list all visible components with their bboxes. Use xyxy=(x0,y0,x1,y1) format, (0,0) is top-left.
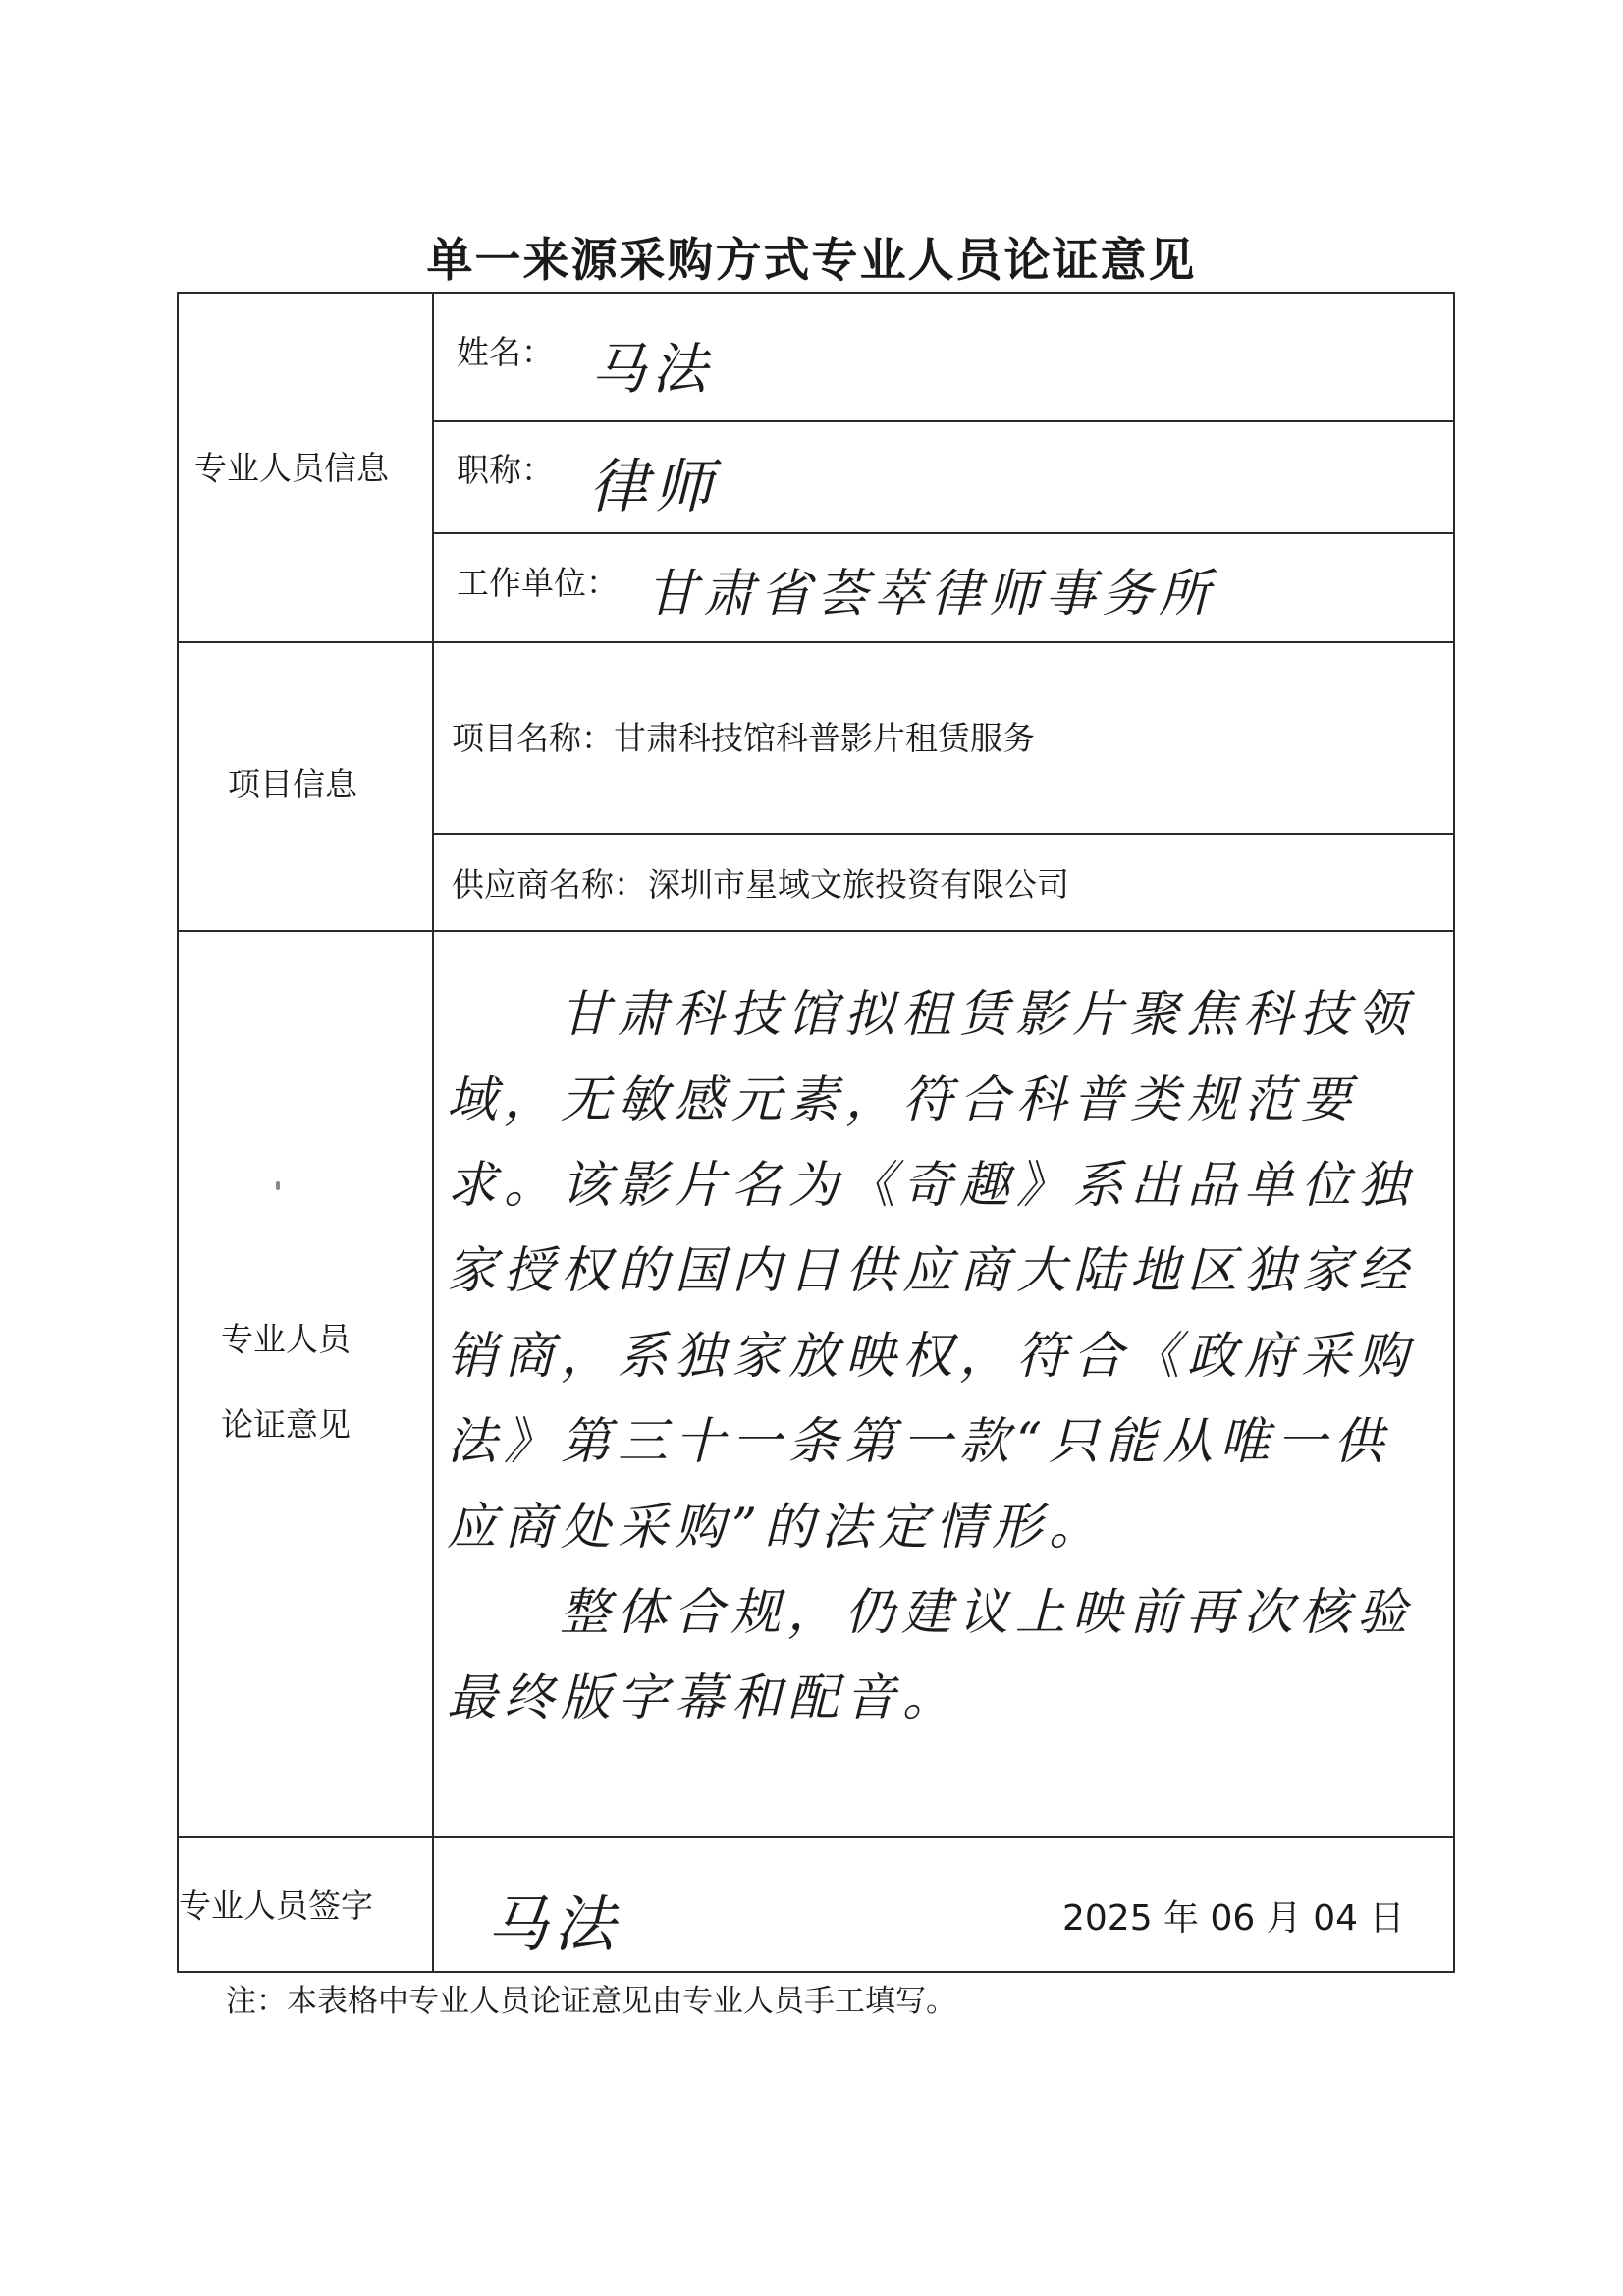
inner-row-divider xyxy=(432,833,1455,835)
opinion-label-line2: 论证意见 xyxy=(221,1405,351,1444)
name-value-handwritten: 马法 xyxy=(591,338,713,402)
row-divider xyxy=(177,1836,1455,1838)
inner-row-divider xyxy=(432,532,1455,534)
supplier-name-value: 深圳市星域文旅投资有限公司 xyxy=(648,865,1069,903)
job-title-label: 职称： xyxy=(457,451,554,489)
column-divider xyxy=(432,292,434,1973)
project-name-value: 甘肃科技馆科普影片租赁服务 xyxy=(614,719,1035,757)
opinion-paragraph-2: 整体合规，仍建议上映前再次核验最终版字幕和配音。 xyxy=(447,1584,1415,1727)
table-border-right xyxy=(1453,292,1455,1973)
table-border-top xyxy=(177,292,1455,294)
name-label: 姓名： xyxy=(457,333,554,371)
project-name-label: 项目名称： xyxy=(452,719,614,757)
project-info-label: 项目信息 xyxy=(228,765,357,803)
opinion-paragraph-1: 甘肃科技馆拟租赁影片聚焦科技领域，无敏感元素，符合科普类规范要求。该影片名为《奇趣》系出品单位独家授权的国内日供应商大陆地区独家经销商，系独家放映权，符合《政府采购法》第三十一条第一款“只能从唯一供应商处采购”的法定情形。 xyxy=(447,986,1416,1557)
work-unit-label: 工作单位： xyxy=(457,564,619,602)
signature-label: 专业人员签字 xyxy=(179,1886,373,1925)
page-title: 单一来源采购方式专业人员论证意见 xyxy=(426,234,1197,288)
work-unit-value-handwritten: 甘肃省荟萃律师事务所 xyxy=(646,565,1217,624)
opinion-label-line1: 专业人员 xyxy=(221,1320,351,1358)
signature-date: 2025 年 06 月 04 日 xyxy=(1062,1898,1405,1939)
expert-info-label: 专业人员信息 xyxy=(194,449,389,487)
table-border-left xyxy=(177,292,179,1973)
row-divider xyxy=(177,641,1455,643)
signature-handwritten: 马法 xyxy=(487,1888,622,1960)
table-border-bottom xyxy=(177,1971,1455,1973)
footnote: 注：本表格中专业人员论证意见由专业人员手工填写。 xyxy=(226,1984,956,2019)
job-title-value-handwritten: 律师 xyxy=(589,453,719,521)
opinion-handwritten-text xyxy=(447,972,1429,1741)
row-divider xyxy=(177,930,1455,932)
supplier-name-label: 供应商名称： xyxy=(452,865,646,903)
scan-speck xyxy=(276,1181,280,1190)
inner-row-divider xyxy=(432,420,1455,422)
